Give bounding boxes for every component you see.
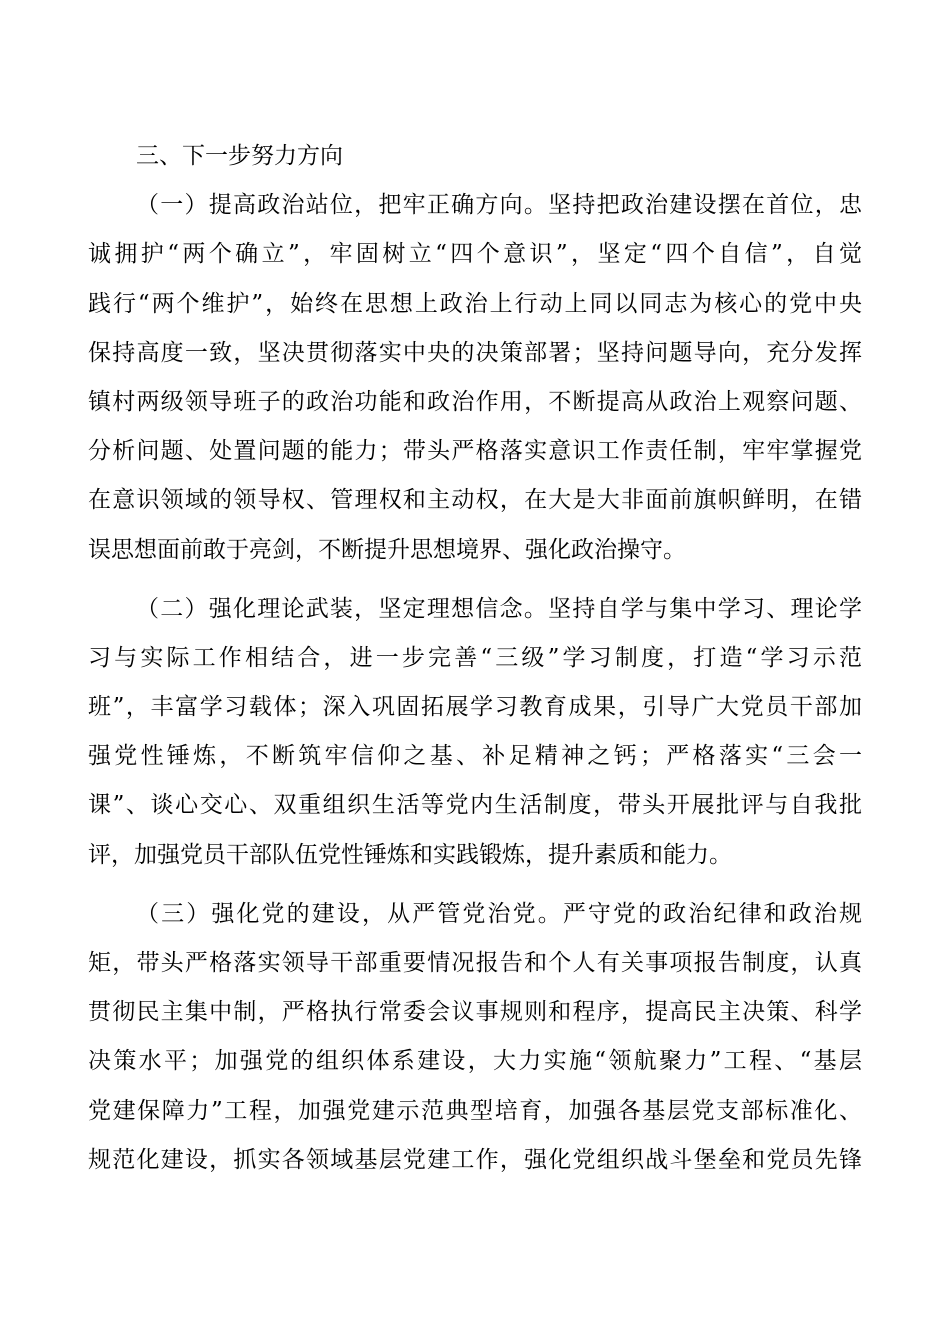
paragraph-gap	[88, 880, 862, 890]
paragraph-gap	[88, 575, 862, 585]
text-line: 误思想面前敢于亮剑，不断提升思想境界、强化政治操守。	[88, 536, 686, 563]
text-line: 践行“两个维护”，始终在思想上政治上行动上同以同志为核心的党中央	[88, 290, 862, 317]
text-line: 党建保障力”工程，加强党建示范典型培育，加强各基层党支部标准化、	[88, 1097, 862, 1124]
text-line: （二）强化理论武装，坚定理想信念。坚持自学与集中学习、理论学	[136, 595, 862, 622]
text-line: 习与实际工作相结合，进一步完善“三级”学习制度，打造“学习示范	[88, 644, 862, 671]
text-line: 规范化建设，抓实各领域基层党建工作，强化党组织战斗堡垒和党员先锋	[88, 1146, 862, 1173]
text-line: 在意识领域的领导权、管理权和主动权，在大是大非面前旗帜鲜明，在错	[88, 487, 862, 514]
text-line: 诚拥护“两个确立”，牢固树立“四个意识”，坚定“四个自信”，自觉	[88, 241, 862, 268]
text-line: 保持高度一致，坚决贯彻落实中央的决策部署；坚持问题导向，充分发挥	[88, 339, 862, 366]
text-line: 评，加强党员干部队伍党性锤炼和实践锻炼，提升素质和能力。	[88, 841, 732, 868]
section-heading: 三、下一步努力方向	[136, 143, 343, 169]
paragraph-3	[88, 890, 862, 1185]
paragraph-1	[88, 181, 862, 575]
text-line: 矩，带头严格落实领导干部重要情况报告和个人有关事项报告制度，认真	[88, 950, 862, 976]
document-body	[88, 132, 862, 1185]
text-line: 分析问题、处置问题的能力；带头严格落实意识工作责任制，牢牢掌握党	[88, 438, 862, 465]
text-line: 决策水平；加强党的组织体系建设，大力实施“领航聚力”工程、“基层	[88, 1048, 862, 1075]
text-line: 镇村两级领导班子的政治功能和政治作用，不断提高从政治上观察问题、	[88, 388, 862, 415]
text-line: （三）强化党的建设，从严管党治党。严守党的政治纪律和政治规	[136, 900, 862, 927]
text-line: 强党性锤炼，不断筑牢信仰之基、补足精神之钙；严格落实“三会一	[88, 743, 862, 770]
text-line: 课”、谈心交心、双重组织生活等党内生活制度，带头开展批评与自我批	[88, 792, 862, 819]
paragraph-2	[88, 585, 862, 880]
text-line: 贯彻民主集中制，严格执行常委会议事规则和程序，提高民主决策、科学	[88, 999, 862, 1026]
text-line: 班”，丰富学习载体；深入巩固拓展学习教育成果，引导广大党员干部加	[88, 694, 862, 721]
text-line: （一）提高政治站位，把牢正确方向。坚持把政治建设摆在首位，忠	[136, 192, 862, 219]
